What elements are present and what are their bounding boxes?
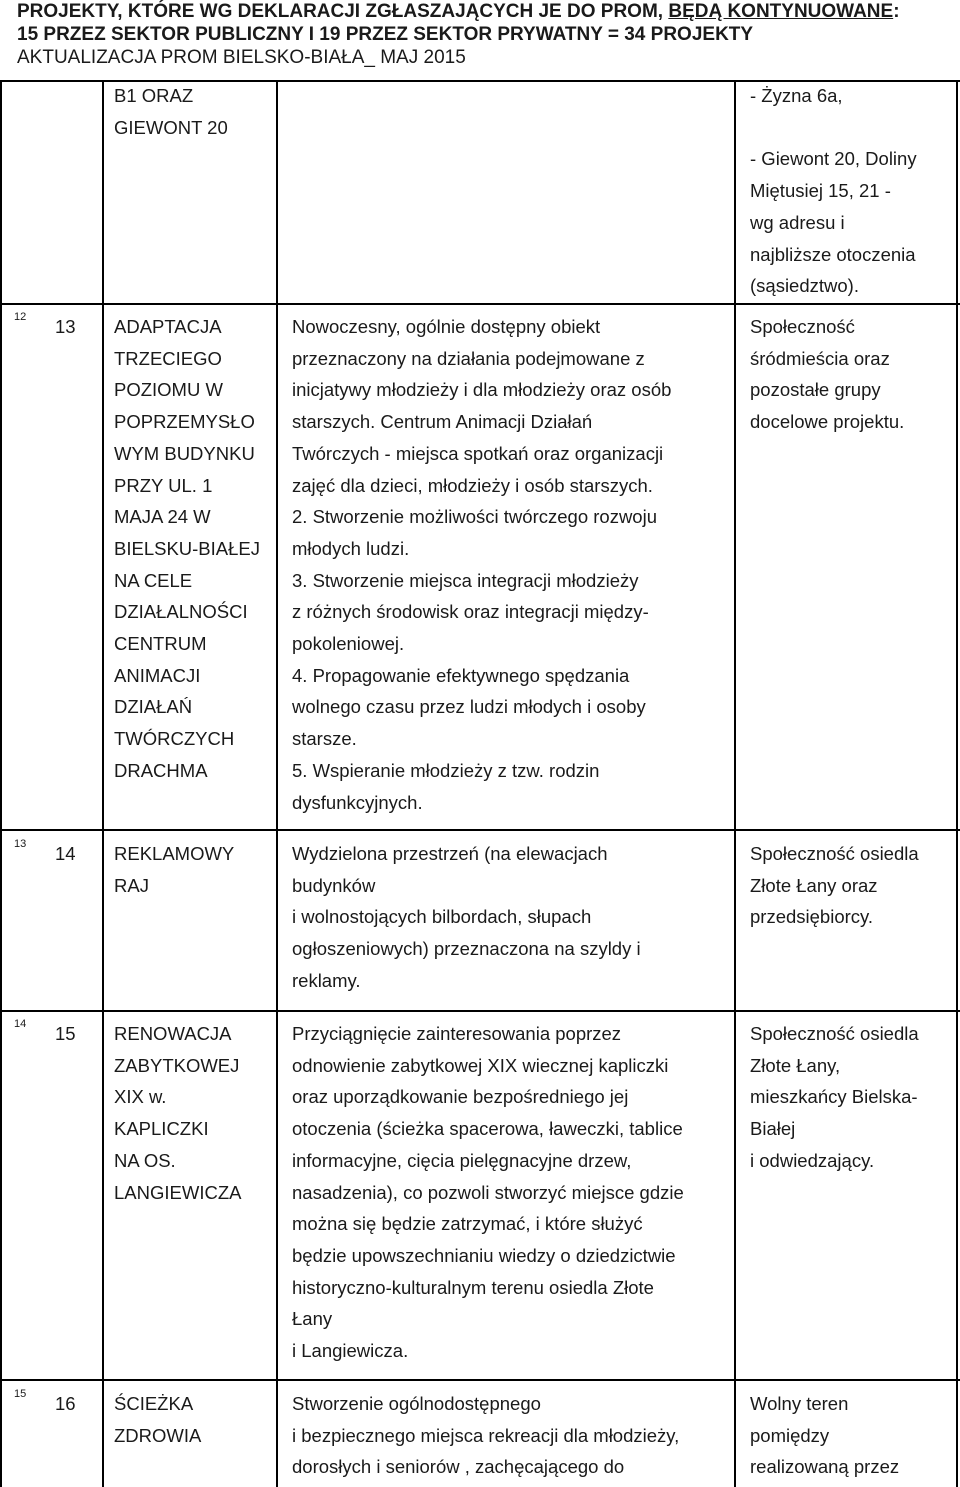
header-line-2: 15 PRZEZ SEKTOR PUBLICZNY I 19 PRZEZ SEKTOR PRYWATNY = 34 PROJEKTY <box>17 24 754 45</box>
table-rule <box>102 80 104 1487</box>
header-line-1-underlined: BĘDĄ KONTYNUOWANE <box>668 1 894 22</box>
table-rule <box>0 80 2 1487</box>
table-rule <box>956 80 958 1487</box>
project-name: ŚCIEŻKA ZDROWIA <box>114 1393 202 1446</box>
footnote-number: 12 <box>14 311 27 323</box>
project-number: 15 <box>55 1023 76 1044</box>
footnote-number: 15 <box>14 1388 27 1400</box>
project-name: RENOWACJA ZABYTKOWEJ XIX w. KAPLICZKI NA OS. LANGIEWICZA <box>114 1023 242 1203</box>
footnote-number: 13 <box>14 838 27 850</box>
project-target: - Żyzna 6a, - Giewont 20, Doliny Miętusiej 15, 21 - wg adresu i najbliższe otoczenia (sąsiedztwo). <box>750 85 917 297</box>
project-target: Społeczność osiedla Złote Łany oraz przedsiębiorcy. <box>750 843 919 928</box>
project-description: Przyciągnięcie zainteresowania poprzez odnowienie zabytkowej XIX wiecznej kapliczki oraz uporządkowanie bezpośredniego jej otoczenia (ścieżka spacerowa, ławeczki, tablice informacyjne, cięcia pielęgnacyjne drzew, nasadzenia), co pozwoli stworzyć miejsce gdzie można się będzie zatrzymać, i które służyć będzie upowszechnianiu wiedzy o dziedzictwie historyczno-kulturalnym terenu osiedla Złote Łany i Langiewicza. <box>292 1023 684 1362</box>
project-description: Wydzielona przestrzeń (na elewacjach budynków i wolnostojących bilbordach, słupach ogłoszeniowych) przeznaczona na szyldy i reklamy. <box>292 843 641 991</box>
header-line-1-text: PROJEKTY, KTÓRE WG DEKLARACJI ZGŁASZAJĄCYCH JE DO PROM, <box>17 1 669 22</box>
table-rule <box>276 80 278 1487</box>
project-number: 16 <box>55 1393 76 1414</box>
project-description: Nowoczesny, ogólnie dostępny obiekt przeznaczony na działania podejmowane z inicjatywy młodzieży i dla młodzieży oraz osób starszych. Centrum Animacji Działań Twórczych - miejsca spotkań oraz organizacji zajęć dla dzieci, młodzieży i osób starszych. 2. Stworzenie możliwości twórczego rozwoju młodych ludzi. 3. Stworzenie miejsca integracji młodzieży z różnych środowisk oraz integracji między- pokoleniowej. 4. Propagowanie efektywnego spędzania wolnego czasu przez ludzi młodych i osoby starsze. 5. Wspieranie młodzieży z tzw. rodzin dysfunkcyjnych. <box>292 316 672 813</box>
footnote-number: 14 <box>14 1018 27 1030</box>
project-name: ADAPTACJA TRZECIEGO POZIOMU W POPRZEMYSŁO WYM BUDYNKU PRZY UL. 1 MAJA 24 W BIELSKU-BIAŁEJ NA CELE DZIAŁALNOŚCI CENTRUM ANIMACJI DZIAŁAŃ TWÓRCZYCH DRACHMA <box>114 316 261 781</box>
project-name: REKLAMOWY RAJ <box>114 843 235 896</box>
header-line-1-colon: : <box>893 1 900 22</box>
project-target: Społeczność osiedla Złote Łany, mieszkańcy Bielska- Białej i odwiedzający. <box>750 1023 919 1171</box>
project-target: Społeczność śródmieścia oraz pozostałe grupy docelowe projektu. <box>750 316 905 433</box>
project-description: Stworzenie ogólnodostępnego i bezpiecznego miejsca rekreacji dla młodzieży, dorosłych i seniorów , zachęcającego do <box>292 1393 680 1478</box>
table-rule <box>734 80 736 1487</box>
project-name: B1 ORAZ GIEWONT 20 <box>114 85 228 138</box>
project-target: Wolny teren pomiędzy realizowaną przez <box>750 1393 900 1478</box>
table-rule <box>0 1010 960 1012</box>
table-rule <box>0 303 960 305</box>
project-number: 13 <box>55 316 76 337</box>
table-rule <box>0 829 960 831</box>
table-rule <box>0 1379 960 1381</box>
header-line-3: AKTUALIZACJA PROM BIELSKO-BIAŁA_ MAJ 2015 <box>17 47 466 68</box>
project-number: 14 <box>55 843 76 864</box>
